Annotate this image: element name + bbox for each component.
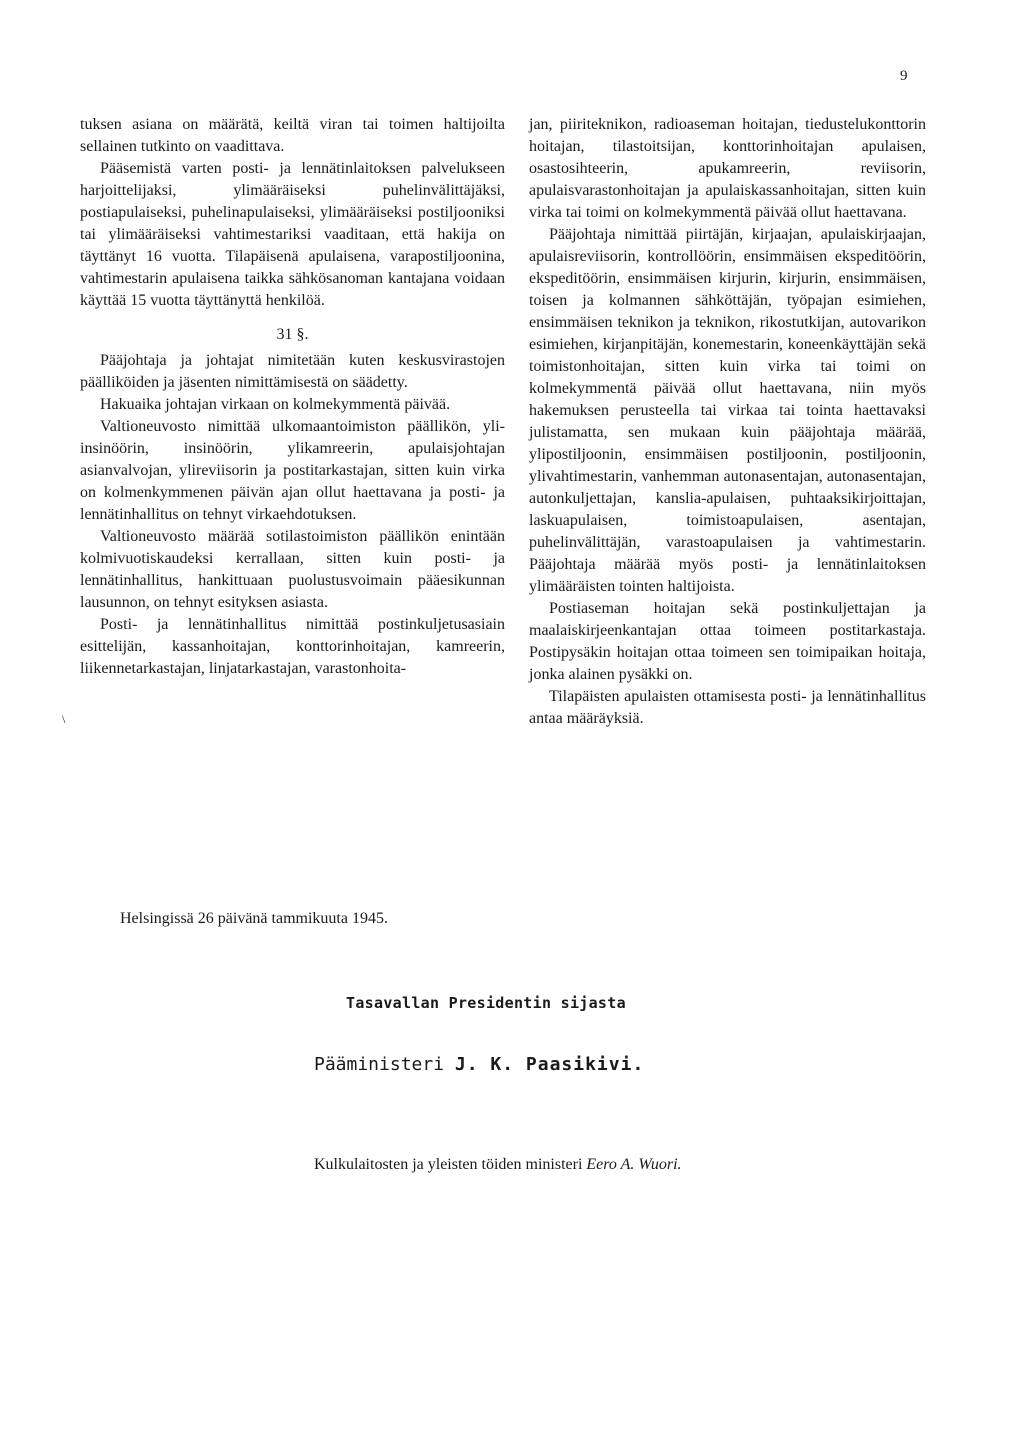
signature-name: Eero A. Wuori. [586,1156,682,1173]
paragraph: Pääsemistä varten posti- ja lennätinlaitoksen palvelukseen harjoittelijaksi, ylimääräiseksi puhelinvälittäjäksi, postiapulaiseksi, puhelinapulaiseksi, ylimääräiseksi postiljooniksi tai ylimääräiseksi vahtimestariksi vaaditaan, että hakija on täyttänyt 16 vuotta. Tilapäisenä apulaisena, varapostiljoonina, vahtimestarin apulaisena taikka sähkösanoman kantajana voidaan käyttää 15 vuotta täyttänyttä henkilöä. [80,160,505,309]
paragraph: jan, piiriteknikon, radioaseman hoitajan, tiedustelukonttorin hoitajan, tilastoitsijan, konttorinhoitajan apulaisen, osastosihteerin, apukamreerin, reviisorin, apulaisvarastonhoitajan ja apulaiskassanhoitajan, sitten kuin virka tai toimi on kolmekymmentä päivää ollut haettavana. [529,116,926,221]
signature-title: Kulkulaitosten ja yleisten töiden ministeri [314,1156,583,1173]
left-column [80,114,505,680]
page-number: 9 [900,68,908,84]
signature-heading: Tasavallan Presidentin sijasta [346,994,626,1012]
paragraph: Pääjohtaja nimittää piirtäjän, kirjaajan, apulaiskirjaajan, apulaisreviisorin, kontrollöörin, ensimmäisen ekspeditöörin, ekspeditöörin, ensimmäisen kirjurin, kirjurin, ensimmäisen, toisen ja kolmannen sähköttäjän, työpajan esimiehen, ensimmäisen teknikon ja teknikon, rikostutkijan, autovarikon esimiehen, kirjanpitäjän, konemestarin, koneenkäyttäjän sekä toimistonhoitajan, sitten kuin virka tai toimi on kolmekymmentä päivää ollut haettavana, niin myös hakemuksen perusteella tai virkaa tai tointa haettavaksi julistamatta, sen mukaan kuin pääjohtaja määrää, ylipostiljoonin, ensimmäisen postiljoonin, postiljoonin, ylivahtimestarin, vanhemman autonasentajan, autonasentajan, autonkuljettajan, kanslia-apulaisen, puhtaaksikirjoittajan, laskuapulaisen, toimistoapulaisen, asentajan, puhelinvälittäjän, varastoapulaisen ja vahtimestarin. Pääjohtaja määrää myös posti- ja lennätinlaitoksen ylimääräisten tointen haltijoista. [529,226,926,595]
paragraph: Hakuaika johtajan virkaan on kolmekymmentä päivää. [100,396,451,413]
section-heading-31: 31 §. [276,326,309,343]
date-line: Helsingissä 26 päivänä tammikuuta 1945. [120,910,388,927]
paragraph: Tilapäisten apulaisten ottamisesta posti- ja lennätinhallitus antaa määräyksiä. [529,688,926,727]
paragraph: Posti- ja lennätinhallitus nimittää postinkuljetusasiain esittelijän, kassanhoitajan, konttorinhoitajan, kamreerin, liikennetarkastajan, linjatarkastajan, varastonhoita- [80,616,505,677]
margin-mark: \ [62,712,66,726]
paragraph: Valtioneuvosto määrää sotilastoimiston päällikön enintään kolmivuotiskaudeksi kerrallaan, sitten kuin posti- ja lennätinhallitus, hankittuaan puolustusvoimain pääesikunnan lausunnon, on tehnyt esityksen asiasta. [80,528,505,611]
paragraph: Postiaseman hoitajan sekä postinkuljettajan ja maalaiskirjeenkantajan ottaa toimeen postitarkastaja. Postipysäkin hoitajan ottaa toimeen sen toimipaikan hoitaja, jonka alainen pysäkki on. [529,600,926,683]
signature-title: Pääministeri [314,1054,445,1075]
prime-minister-signature [314,1054,644,1075]
paragraph: Pääjohtaja ja johtajat nimitetään kuten keskusvirastojen päälliköiden ja jäsenten nimittämisestä on säädetty. [80,352,505,391]
paragraph: tuksen asiana on määrätä, keiltä viran tai toimen haltijoilta sellainen tutkinto on vaadittava. [80,116,505,155]
right-column [529,114,926,730]
minister-signature [314,1156,682,1174]
paragraph: Valtioneuvosto nimittää ulkomaantoimiston päällikön, yli-insinöörin, insinöörin, ylikamreerin, apulaisjohtajan asianvalvojan, ylireviisorin ja postitarkastajan, sitten kuin virka on kolmenkymmenen päivän ajan ollut haettavana ja posti- ja lennätinhallitus on tehnyt virkaehdotuksen. [80,418,505,523]
signature-name: J. K. Paasikivi. [454,1054,645,1075]
